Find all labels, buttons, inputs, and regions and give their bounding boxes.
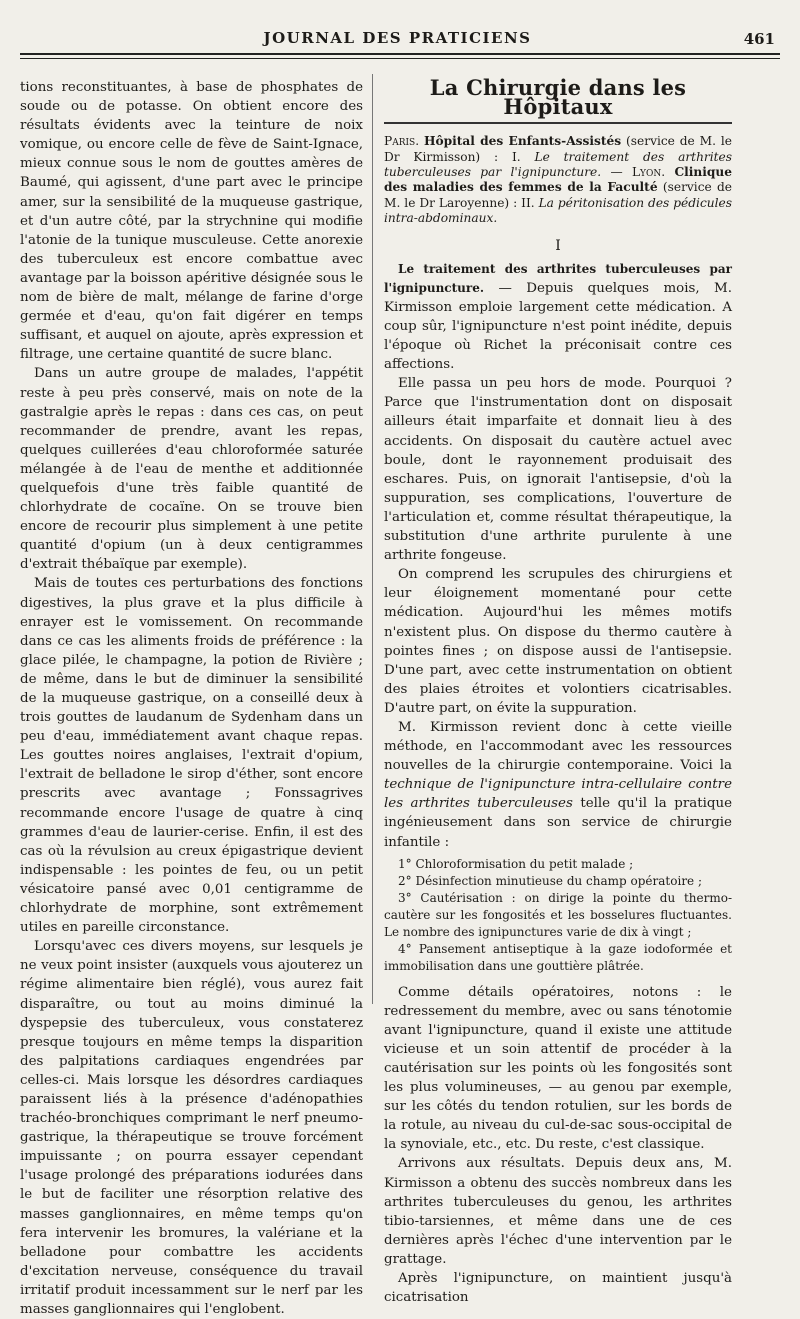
summary-service-2: (service de M. le Dr Laroyenne) : II. xyxy=(384,180,733,210)
technique-text-pre: M. Kirmisson revient donc à cette vieille méthode, en l'accommodant avec les ressources nouvelles de la chirurgie contemporaine. Voici la xyxy=(384,719,732,774)
lead-heading: Le traitement des arthrites tuberculeuses par l'ignipuncture. xyxy=(384,261,732,295)
part-numeral: I xyxy=(555,237,561,254)
summary-topic-2: La péritonisation des pédicules intra-abdominaux. xyxy=(384,195,732,226)
right-paragraph: Arrivons aux résultats. Depuis deux ans, M. Kirmisson a obtenu des succès nombreux dans les arthrites tuberculeuses du genou, les arthrites tibio-tarsiennes, et même dans une de ces dernières après l'échec d'une intervention par le grattage. xyxy=(384,1156,732,1267)
journal-title: JOURNAL DES PRATICIENS xyxy=(263,29,532,47)
lead-text: — Depuis quelques mois, M. Kirmisson emploie largement cette médication. A coup sûr, l'ignipuncture n'est point inédite, depuis l'époque où Richet la préconisait contre ces affections. xyxy=(384,280,732,373)
procedure-list xyxy=(384,856,732,975)
summary-separator: — xyxy=(610,165,623,179)
lead-paragraph xyxy=(384,260,732,375)
right-column xyxy=(384,75,733,1307)
procedure-step: 1° Chloroformisation du petit malade ; xyxy=(398,856,634,871)
section-title: La Chirurgie dans les Hôpitaux xyxy=(429,75,687,120)
left-column xyxy=(20,78,363,1319)
summary-hospital-1: Hôpital des Enfants-Assistés xyxy=(423,134,622,149)
summary-city-2: Lyon. xyxy=(631,165,666,179)
header-rule-thick xyxy=(20,53,780,55)
article-summary xyxy=(384,134,732,226)
column-divider xyxy=(372,74,373,1004)
section-title-rule xyxy=(384,122,732,124)
left-paragraph: Mais de toutes ces perturbations des fonctions digestives, la plus grave et la plus difficile à enrayer est le vomissement. On recommande dans ce cas les aliments froids de préférence : la glace pilée, le champagne, la potion de Rivière ; de même, dans le but de diminuer la sensibilité de la muqueuse gastrique, on a conseillé deux à trois gouttes de laudanum de Sydenham dans un peu d'eau, immédiatement avant chaque repas. Les gouttes noires anglaises, l'extrait d'opium, l'extrait de belladone le sirop d'éther, sont encore prescrits avec avantage ; Fonssagrives recommande encore l'usage de quatre à cinq grammes d'eau de laurier-cerise. Enfin, il est des cas où la révulsion au creux épigastrique devient indispensable : les pointes de feu, ou un petit vésicatoire pansé avec 0,01 centigramme de chlorhydrate de morphine, sont extrêmement utiles en pareille circonstance. xyxy=(20,576,363,936)
summary-service-1: (service de M. le Dr Kirmisson) : I. xyxy=(384,134,732,164)
left-paragraph: Dans un autre groupe de malades, l'appétit reste à peu près conservé, mais on note de la gastralgie après le repas : dans ces cas, on peut recommander de prendre, avant les repas, quelques cuillerées d'eau chloroformée saturée mélangée à de l'eau de menthe et additionnée quelquefois d'une très faible quantité de chlorhydrate de cocaïne. On se trouve bien encore de recourir plus simplement à une petite quantité d'opium (un à deux centigrammes d'extrait thébaïque par exemple). xyxy=(20,366,363,573)
procedure-step: 2° Désinfection minutieuse du champ opératoire ; xyxy=(398,873,703,888)
running-header xyxy=(20,26,775,50)
procedure-step: 3° Cautérisation : on dirige la pointe du thermo-cautère sur les fongosités et les bosselures fluctuantes. Le nombre des ignipunctures varie de dix à vingt ; xyxy=(384,890,732,939)
header-rule-thin xyxy=(20,58,780,59)
summary-topic-1: Le traitement des arthrites tuberculeuses par l'ignipuncture. xyxy=(384,149,733,179)
right-paragraph: On comprend les scrupules des chirurgiens et leur éloignement momentané pour cette médication. Aujourd'hui les mêmes motifs n'existent plus. On dispose du thermo cautère à pointes fines ; on dispose aussi de l'antisepsie. D'une part, avec cette instrumentation on obtient des plaies étroites et volontiers cicatrisables. D'autre part, on évite la suppuration. xyxy=(384,567,732,716)
left-paragraph: Lorsqu'avec ces divers moyens, sur lesquels je ne veux point insister (auxquels vous ajouterez un régime alimentaire bien réglé), vous aurez fait disparaître, ou tout au moins diminué la dyspepsie des tuberculeux, vous constaterez presque toujours en même temps la disparition des palpitations cardiaques engendrées par celles-ci. Mais lorsque les désordres cardiaques paraissent liés à la présence d'adénopathies trachéo-bronchiques comprimant le nerf pneumo-gastrique, la thérapeutique se trouve forcément impuissante ; on pourra essayer cependant l'usage prolongé des préparations iodurées dans le but de faciliter une résorption relative des masses ganglionnaires, en même temps qu'on fera intervenir les bromures, la valériane et la belladone pour combattre les accidents d'excitation nerveuse, conséquence du travail irritatif produit incessamment sur le nerf par les masses ganglionnaires qui l'englobent. xyxy=(20,939,363,1317)
technique-italic: technique de l'ignipuncture intra-cellulaire contre les arthrites tuberculeuses xyxy=(384,777,732,812)
right-paragraph: Après l'ignipuncture, on maintient jusqu'à cicatrisation xyxy=(384,1271,732,1306)
technique-text-post: telle qu'il la pratique ingénieusement dans son service de chirurgie infantile : xyxy=(384,796,732,850)
procedure-step: 4° Pansement antiseptique à la gaze iodoformée et immobilisation dans une gouttière plâtrée. xyxy=(384,941,732,973)
right-paragraph: Elle passa un peu hors de mode. Pourquoi ? Parce que l'instrumentation dont on disposait ailleurs était imparfaite et donnait lieu à des accidents. On disposait du cautère actuel avec boule, dont le rayonnement produisait des eschares. Puis, on ignorait l'antisepsie, d'où la suppuration, ses complications, l'ouverture de l'articulation et, comme résultat thérapeutique, la substitution d'une arthrite purulente à une arthrite fongeuse. xyxy=(384,376,732,564)
page-number: 461 xyxy=(743,30,775,48)
right-paragraph: Comme détails opératoires, notons : le redressement du membre, avec ou sans ténotomie avant l'ignipuncture, quand il existe une attitude vicieuse et un soin attentif de procéder à la cautérisation sur les points où les fongosités sont les plus volumineuses, — au genou par exemple, sur les côtés du tendon rotulien, sur les bords de la rotule, au niveau du cul-de-sac sous-occipital de la synoviale, etc., etc. Du reste, c'est classique. xyxy=(384,984,732,1153)
summary-city-1: Paris. xyxy=(384,134,420,149)
summary-hospital-2: Clinique des maladies des femmes de la Faculté xyxy=(384,165,733,195)
technique-paragraph xyxy=(384,718,732,852)
left-paragraph: tions reconstituantes, à base de phosphates de soude ou de potasse. On obtient encore des résultats évidents avec la teinture de noix vomique, ou encore celle de fève de Saint-Ignace, mieux connue sous le nom de gouttes amères de Baumé, qui agissent, d'une part avec le principe amer, sur la sensibilité de la muqueuse gastrique, et d'un autre côté, par la strychnine qui modifie l'atonie de la tunique musculeuse. Cette anorexie des tuberculeux est encore combattue avec avantage par la boisson apéritive désignée sous le nom de bière de malt, mélange de farine d'orge germée et d'eau, qu'on fait digérer en temps suffisant, et auquel on ajoute, après expression et filtrage, une certaine quantité de sucre blanc. xyxy=(20,80,363,363)
